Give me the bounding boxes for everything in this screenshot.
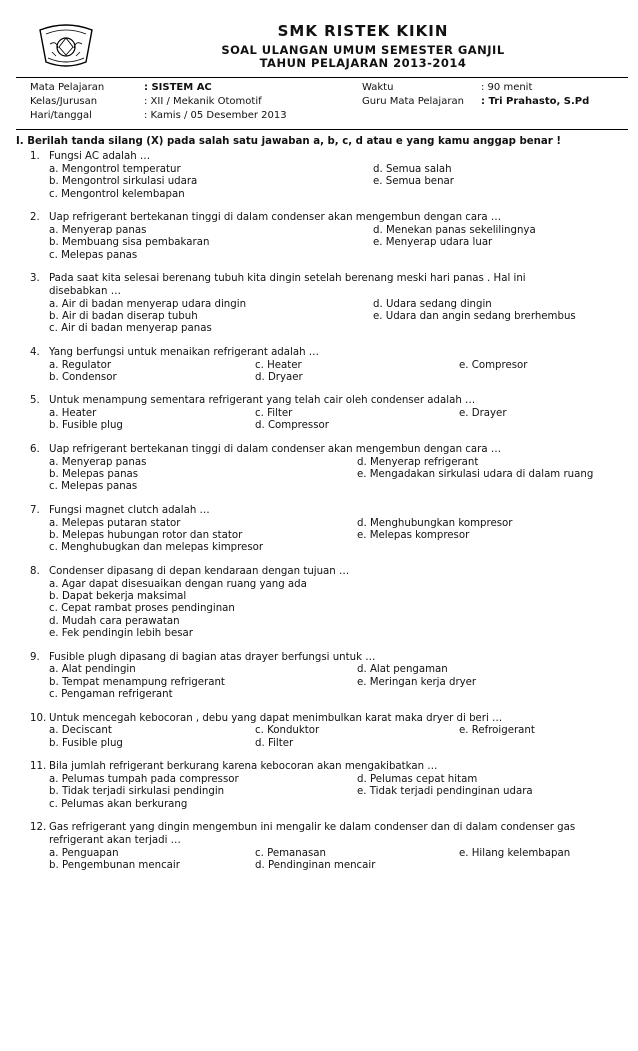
exam-info <box>30 82 620 124</box>
instruction: I. Berilah tanda silang (X) pada salah satu jawaban a, b, c, d atau e yang kamu anggap benar ! <box>16 136 562 147</box>
question-number: 6. <box>30 443 40 455</box>
option-row <box>30 628 622 640</box>
answer-option-d[interactable]: d. Pelumas cepat hitam <box>357 773 478 785</box>
question-text: Untuk menampung sementara refrigerant yang telah cair oleh condenser adalah … <box>49 395 476 407</box>
answer-option-e[interactable]: e. Mengadakan sirkulasi udara di dalam ruang <box>357 469 594 481</box>
answer-option-a[interactable]: a. Heater <box>49 408 97 420</box>
answer-option-e[interactable]: e. Tidak terjadi pendinginan udara <box>357 786 533 798</box>
answer-option-e[interactable]: e. Udara dan angin sedang brerhembus <box>373 310 576 322</box>
question-4 <box>30 347 622 385</box>
option-row <box>30 311 622 323</box>
question-text: Bila jumlah refrigerant berkurang karena kebocoran akan mengakibatkan … <box>49 761 438 773</box>
info-value: : SISTEM AC <box>144 82 212 93</box>
option-row <box>30 664 622 676</box>
question-text: Yang berfungsi untuk menaikan refrigerant adalah … <box>49 346 319 358</box>
answer-option-c[interactable]: c. Mengontrol kelembapan <box>49 188 185 200</box>
question-number: 12. <box>30 822 47 834</box>
question-9 <box>30 652 622 702</box>
question-7 <box>30 505 622 555</box>
option-row <box>30 616 622 628</box>
answer-option-b[interactable]: b. Fusible plug <box>49 737 123 749</box>
info-row <box>30 110 620 124</box>
question-text: Condenser dipasang di depan kendaraan dengan tujuan … <box>49 565 350 577</box>
option-row <box>30 738 622 750</box>
question-text: Uap refrigerant bertekanan tinggi di dalam condenser akan mengembun dengan cara … <box>49 443 502 455</box>
option-row <box>30 469 622 481</box>
info-value-2: : Tri Prahasto, S.Pd <box>481 96 590 107</box>
option-row <box>30 360 622 372</box>
question-line <box>30 347 622 360</box>
answer-option-d[interactable]: d. Dryaer <box>255 371 303 383</box>
answer-option-c[interactable]: c. Melepas panas <box>49 481 138 493</box>
question-number: 7. <box>30 504 40 516</box>
answer-option-d[interactable]: d. Menekan panas sekelilingnya <box>373 224 536 236</box>
answer-option-b[interactable]: b. Pengembunan mencair <box>49 860 180 872</box>
info-label: Kelas/Jurusan <box>30 96 98 107</box>
question-line <box>30 505 622 518</box>
answer-option-c[interactable]: c. Pemanasan <box>255 847 326 859</box>
option-row <box>30 481 622 493</box>
answer-option-b[interactable]: b. Melepas panas <box>49 469 139 481</box>
question-8 <box>30 566 622 641</box>
question-text: Fungsi AC adalah … <box>49 151 151 162</box>
answer-option-b[interactable]: b. Mengontrol sirkulasi udara <box>49 176 198 188</box>
info-row <box>30 82 620 96</box>
option-row <box>30 774 622 786</box>
question-text: Uap refrigerant bertekanan tinggi di dalam condenser akan mengembun dengan cara … <box>49 211 502 223</box>
question-10 <box>30 713 622 751</box>
option-row <box>30 420 622 432</box>
answer-option-e[interactable]: e. Refroigerant <box>459 725 535 737</box>
question-list <box>30 151 622 883</box>
answer-option-e[interactable]: e. Meringan kerja dryer <box>357 676 477 688</box>
question-text: Gas refrigerant yang dingin mengembun ini mengalir ke dalam condenser dan di dalam condenser gas <box>49 822 576 834</box>
info-label-2: Waktu <box>362 82 394 93</box>
answer-option-b[interactable]: b. Tidak terjadi sirkulasi pendingin <box>49 786 225 798</box>
answer-option-a[interactable]: a. Pelumas tumpah pada compressor <box>49 773 239 785</box>
option-row <box>30 164 622 176</box>
answer-option-c[interactable]: c. Cepat rambat proses pendinginan <box>49 603 235 615</box>
answer-option-d[interactable]: d. Udara sedang dingin <box>373 298 492 310</box>
answer-option-a[interactable]: a. Menyerap panas <box>49 224 147 236</box>
question-2 <box>30 212 622 262</box>
option-row <box>30 603 622 615</box>
answer-option-e[interactable]: e. Semua benar <box>373 176 454 188</box>
answer-option-a[interactable]: a. Menyerap panas <box>49 456 147 468</box>
question-number: 1. <box>30 151 40 162</box>
answer-option-c[interactable]: c. Menghubugkan dan melepas kimpresor <box>49 542 264 554</box>
answer-option-e[interactable]: e. Melepas kompresor <box>357 530 470 542</box>
answer-option-a[interactable]: a. Melepas putaran stator <box>49 517 181 529</box>
school-name: SMK RISTEK KIKIN <box>277 22 449 40</box>
question-number: 4. <box>30 346 40 358</box>
academic-year: TAHUN PELAJARAN 2013-2014 <box>259 56 467 70</box>
answer-option-b[interactable]: b. Air di badan diserap tubuh <box>49 310 198 322</box>
question-line <box>30 822 622 835</box>
answer-option-e[interactable]: e. Compresor <box>459 359 528 371</box>
info-label: Hari/tanggal <box>30 110 92 121</box>
option-row <box>30 786 622 798</box>
info-value-2: : 90 menit <box>481 82 533 93</box>
question-line <box>30 566 622 579</box>
question-number: 3. <box>30 272 40 284</box>
option-row <box>30 457 622 469</box>
option-row <box>30 579 622 591</box>
answer-option-c[interactable]: c. Air di badan menyerap panas <box>49 323 212 335</box>
answer-option-e[interactable]: e. Menyerap udara luar <box>373 237 493 249</box>
option-row <box>30 725 622 737</box>
question-text: disebabkan … <box>49 285 121 297</box>
question-line <box>30 273 622 286</box>
question-number: 2. <box>30 211 40 223</box>
answer-option-b[interactable]: b. Melepas hubungan rotor dan stator <box>49 530 243 542</box>
question-line <box>30 151 622 164</box>
answer-option-c[interactable]: c. Pengaman refrigerant <box>49 689 173 701</box>
answer-option-d[interactable]: d. Semua salah <box>373 163 452 175</box>
question-line <box>30 713 622 726</box>
question-text: Pada saat kita selesai berenang tubuh kita dingin setelah berenang meski hari panas . Hal ini <box>49 272 526 284</box>
option-row <box>30 372 622 384</box>
question-line <box>30 395 622 408</box>
answer-option-e[interactable]: e. Hilang kelembapan <box>459 847 571 859</box>
option-row <box>30 530 622 542</box>
option-row <box>30 848 622 860</box>
option-row <box>30 677 622 689</box>
answer-option-b[interactable]: b. Fusible plug <box>49 420 123 432</box>
question-number: 5. <box>30 395 40 407</box>
option-row <box>30 518 622 530</box>
question-line <box>30 761 622 774</box>
info-label-2: Guru Mata Pelajaran <box>362 96 464 107</box>
answer-option-a[interactable]: a. Air di badan menyerap udara dingin <box>49 298 247 310</box>
question-number: 9. <box>30 651 40 663</box>
option-row <box>30 225 622 237</box>
answer-option-d[interactable]: d. Compressor <box>255 420 329 432</box>
question-text: Fungsi magnet clutch adalah … <box>49 504 210 516</box>
answer-option-e[interactable]: e. Fek pendingin lebih besar <box>49 628 193 640</box>
answer-option-b[interactable]: b. Membuang sisa pembakaran <box>49 237 210 249</box>
info-label: Mata Pelajaran <box>30 82 105 93</box>
question-text: Untuk mencegah kebocoran , debu yang dapat menimbulkan karat maka dryer di beri … <box>49 712 503 724</box>
question-line-continued <box>30 286 622 299</box>
question-line-continued <box>30 835 622 848</box>
question-number: 11. <box>30 761 47 773</box>
question-11 <box>30 761 622 811</box>
option-row <box>30 176 622 188</box>
answer-option-e[interactable]: e. Drayer <box>459 408 507 420</box>
info-value: : Kamis / 05 Desember 2013 <box>144 110 287 121</box>
option-row <box>30 237 622 249</box>
option-row <box>30 860 622 872</box>
answer-option-d[interactable]: d. Alat pengaman <box>357 664 448 676</box>
answer-option-b[interactable]: b. Tempat menampung refrigerant <box>49 676 225 688</box>
option-row <box>30 189 622 201</box>
question-12 <box>30 822 622 872</box>
answer-option-a[interactable]: a. Agar dapat disesuaikan dengan ruang yang ada <box>49 578 307 590</box>
option-row <box>30 408 622 420</box>
answer-option-a[interactable]: a. Deciscant <box>49 725 112 737</box>
question-line <box>30 652 622 665</box>
info-row <box>30 96 620 110</box>
option-row <box>30 250 622 262</box>
answer-option-c[interactable]: c. Melepas panas <box>49 249 138 261</box>
answer-option-a[interactable]: a. Mengontrol temperatur <box>49 163 181 175</box>
option-row <box>30 542 622 554</box>
question-text: Fusible plugh dipasang di bagian atas drayer berfungsi untuk … <box>49 651 376 663</box>
answer-option-c[interactable]: c. Filter <box>255 408 293 420</box>
option-row <box>30 323 622 335</box>
answer-option-d[interactable]: d. Menyerap refrigerant <box>357 456 479 468</box>
answer-option-a[interactable]: a. Regulator <box>49 359 112 371</box>
question-3 <box>30 273 622 336</box>
question-number: 10. <box>30 712 47 724</box>
option-row <box>30 299 622 311</box>
question-line <box>30 444 622 457</box>
header-rule-top <box>16 77 628 78</box>
question-text: refrigerant akan terjadi … <box>49 834 181 846</box>
option-row <box>30 591 622 603</box>
header-rule-bottom <box>16 129 628 130</box>
question-number: 8. <box>30 565 40 577</box>
answer-option-a[interactable]: a. Penguapan <box>49 847 119 859</box>
answer-option-c[interactable]: c. Heater <box>255 359 302 371</box>
answer-option-d[interactable]: d. Mudah cara perawatan <box>49 615 180 627</box>
answer-option-b[interactable]: b. Dapat bekerja maksimal <box>49 590 187 602</box>
answer-option-d[interactable]: d. Pendinginan mencair <box>255 860 376 872</box>
question-6 <box>30 444 622 494</box>
question-1 <box>30 151 622 201</box>
exam-title: SOAL ULANGAN UMUM SEMESTER GANJIL <box>221 43 505 57</box>
answer-option-a[interactable]: a. Alat pendingin <box>49 664 136 676</box>
option-row <box>30 689 622 701</box>
question-line <box>30 212 622 225</box>
answer-option-c[interactable]: c. Pelumas akan berkurang <box>49 798 188 810</box>
answer-option-b[interactable]: b. Condensor <box>49 371 117 383</box>
info-value: : XII / Mekanik Otomotif <box>144 96 262 107</box>
answer-option-c[interactable]: c. Konduktor <box>255 725 320 737</box>
option-row <box>30 799 622 811</box>
question-5 <box>30 395 622 433</box>
answer-option-d[interactable]: d. Menghubungkan kompresor <box>357 517 513 529</box>
answer-option-d[interactable]: d. Filter <box>255 737 294 749</box>
